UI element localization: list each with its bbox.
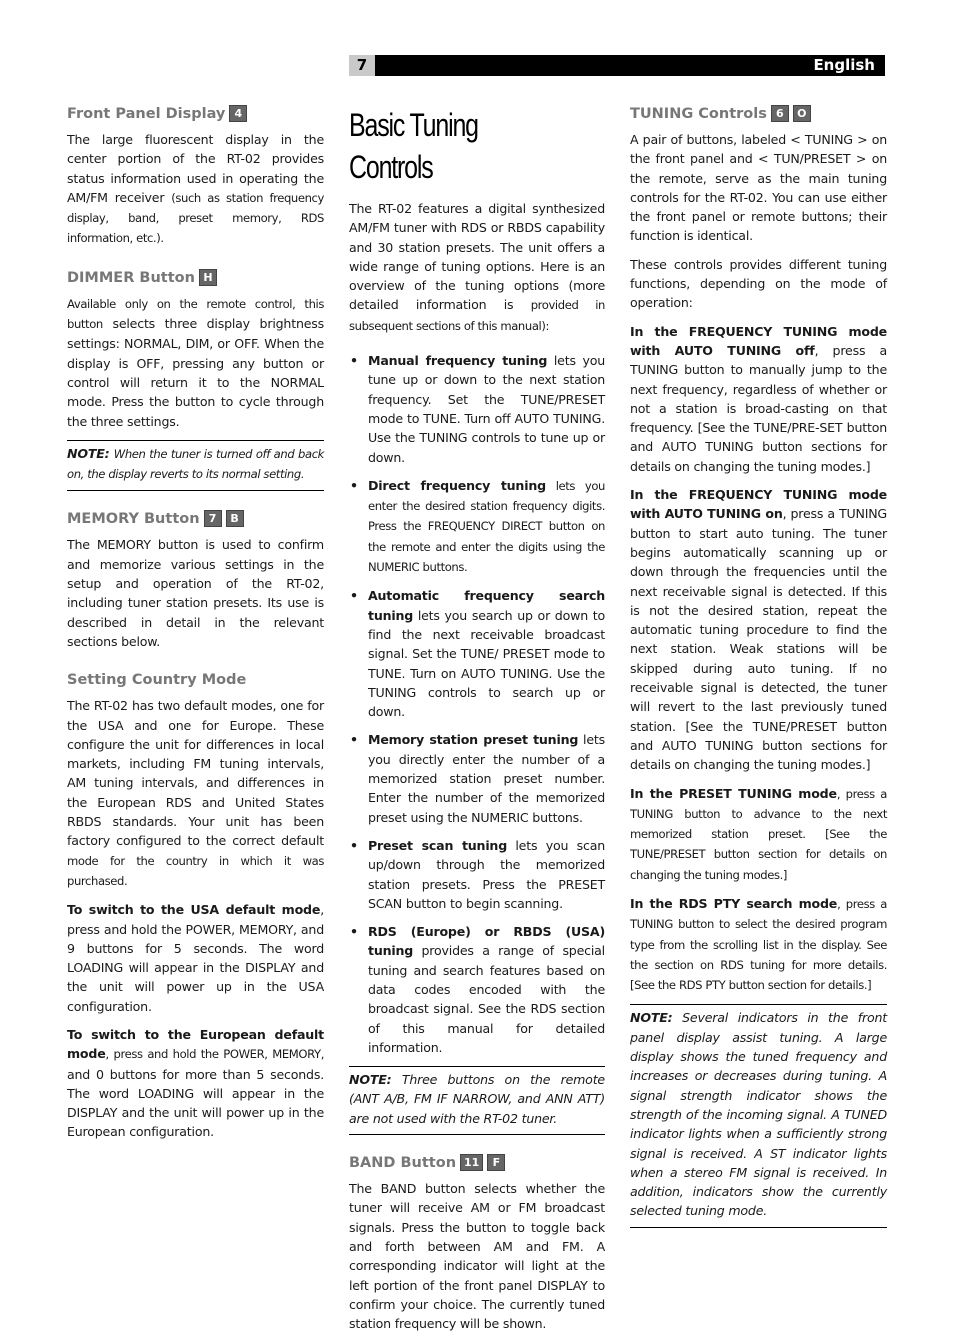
badge-b: B [226, 510, 244, 527]
column-left [67, 104, 324, 1151]
front-panel-heading: Front Panel Display 4 [67, 104, 324, 124]
country-mode-heading: Setting Country Mode [67, 672, 247, 689]
badge-f: F [487, 1154, 505, 1171]
freq-auto-off-paragraph: In the FREQUENCY TUNING mode with AUTO TUNING off, press a TUNING button to manually jump to the next frequency, regardless of whether or not a station is broad-casting on that frequency. [See the TUNE/PRE-SET button and AUTO TUNING button sections for details on changing the tuning modes.] [630, 323, 887, 474]
tuning-intro-paragraph: A pair of buttons, labeled < TUNING > on the front panel and < TUN/PRESET > on the remote, serve as the main tuning controls for the RT-02. You can use either the front panel or remote buttons; their function is identical. [630, 132, 887, 244]
usa-mode-paragraph: To switch to the USA default mode, press and hold the POWER, MEMORY, and 9 buttons for 5 seconds. The word LOADING will appear in the DISPLAY and the unit will power up in the USA configuration. [67, 902, 324, 1014]
country-mode-paragraph: The RT-02 has two default modes, one for the USA and one for Europe. These configure the unit for differences in local markets, including FM tuning intervals, AM tuning intervals, and differences in the European RDS and United States RBDS standards. Your unit has been factory configured to the correct default mode for the country in which it was purchased. [67, 698, 324, 888]
memory-paragraph: The MEMORY button is used to confirm and memorize various settings in the setup and operation of the RT-02, including tuner station presets. Its use is described in detail in the relevant sections below. [67, 537, 324, 649]
list-item: • Automatic frequency search tuning lets you search up or down to find the next receivable broadcast signal. Set the TUNE/ PRESET mode to TUNE. Turn on AUTO TUNING. Use the TUNING controls to search up or down. [350, 588, 605, 720]
intro-paragraph: The RT-02 features a digital synthesized AM/FM tuner with RDS or RBDS capability and 30 station presets. The unit offers a wide range of tuning options. Here is an overview of the tuning options (more detailed information is provided in subsequent sections of this manual): [349, 201, 605, 333]
list-item: • Manual frequency tuning lets you tune up or down to the next station frequency. Set the TUNE/PRESET mode to TUNE. Turn off AUTO TUNING. Use the TUNING controls to tune up or down. [350, 353, 605, 465]
memory-heading: MEMORY Button 7 B [67, 509, 324, 529]
band-paragraph: The BAND button selects whether the tuner will receive AM or FM broadcast signals. Press the button to toggle back and forth between AM and FM. A corresponding indicator will light at the left portion of the front panel DISPLAY to confirm your choice. The currently tuned station frequency will be shown. [349, 1181, 605, 1332]
freq-auto-on-paragraph: In the FREQUENCY TUNING mode with AUTO TUNING on, press a TUNING button to start auto tuning. The tuner begins automatically scanning up or down through the frequencies until the next receivable signal is detected. If this is not the desired station, repeat the automatic tuning procedure to find the next station. Weak stations will be skipped during auto tuning. If no receivable signal is detected, the tuner will revert to the last previously tuned station. [See the TUNE/PRESET button and AUTO TUNING button sections for details on changing the tuning modes.] [630, 487, 887, 773]
europe-mode-paragraph: To switch to the European default mode, press and hold the POWER, MEMORY, and 0 buttons for more than 5 seconds. The word LOADING will appear in the DISPLAY and the unit will power up in the European configuration. [67, 1026, 324, 1140]
tuning-modes-paragraph: These controls provides different tuning functions, depending on the mode of operation: [630, 256, 887, 311]
front-panel-paragraph: The large fluorescent display in the center portion of the RT-02 provides status information used in operating the AM/FM receiver (such as station frequency display, band, preset memory, RDS information, etc.). [67, 132, 324, 246]
band-heading: BAND Button 11 F [349, 1153, 605, 1173]
note-display-revert: NOTE: When the tuner is turned off and back on, the display reverts to its normal setting. [67, 440, 324, 492]
language-label: English [813, 56, 875, 74]
dimmer-heading: DIMMER Button H [67, 268, 324, 288]
page-number: 7 [349, 55, 375, 76]
dimmer-paragraph: Available only on the remote control, this button selects three display brightness settings: NORMAL, DIM, or OFF. When the display is OFF, pressing any button or control will return it to the NORMAL mode. Press the button to cycle through the three settings. [67, 296, 324, 429]
header-bar [375, 55, 885, 76]
note-unused-buttons: NOTE: Three buttons on the remote (ANT A/B, FM IF NARROW, and ANN ATT) are not used with the RT-02 tuner. [349, 1066, 605, 1135]
list-item: • Direct frequency tuning lets you enter the desired station frequency digits. Press the FREQUENCY DIRECT button on the remote and enter the digits using the NUMERIC buttons. [350, 477, 605, 575]
rds-pty-paragraph: In the RDS PTY search mode, press a TUNING button to select the desired program type from the scrolling list in the display. See the section on RDS tuning for more details. [See the RDS PTY button section for details.] [630, 895, 887, 993]
tuning-controls-heading: TUNING Controls 6 O [630, 104, 887, 124]
list-item: • RDS (Europe) or RBDS (USA) tuning provides a range of special tuning and search features based on data codes encoded with the broadcast signal. See the RDS section of this manual for detailed information. [350, 924, 605, 1055]
badge-7: 7 [204, 510, 222, 527]
badge-11: 11 [460, 1154, 483, 1171]
list-item: • Preset scan tuning lets you scan up/down through the memorized station presets. Press the PRESET SCAN button to begin scanning. [350, 837, 605, 911]
note-indicators: NOTE: Several indicators in the front panel display assist tuning. A large display shows the tuned frequency and increases or decreases during tuning. A signal strength indicator shows the strength of the incoming signal. A TUNED indicator lights when a sufficiently strong signal is received. A ST indicator lights when a stereo FM signal is received. In addition, indicators show the currently selected tuning mode. [630, 1004, 887, 1227]
list-item: • Memory station preset tuning lets you directly enter the number of a memorized station preset number. Enter the number of the memorized preset using the NUMERIC buttons. [350, 732, 605, 825]
badge-4: 4 [229, 105, 247, 122]
page-title: Basic Tuning Controls [349, 107, 478, 185]
badge-o: O [793, 105, 811, 122]
column-right [630, 104, 887, 1246]
badge-6: 6 [771, 105, 789, 122]
tuning-options-list [349, 351, 605, 1057]
preset-mode-paragraph: In the PRESET TUNING mode, press a TUNING button to advance to the next memorized station preset. [See the TUNE/PRESET button section for details on changing the tuning modes.] [630, 785, 887, 882]
badge-h: H [199, 269, 217, 286]
column-middle [349, 104, 605, 1342]
